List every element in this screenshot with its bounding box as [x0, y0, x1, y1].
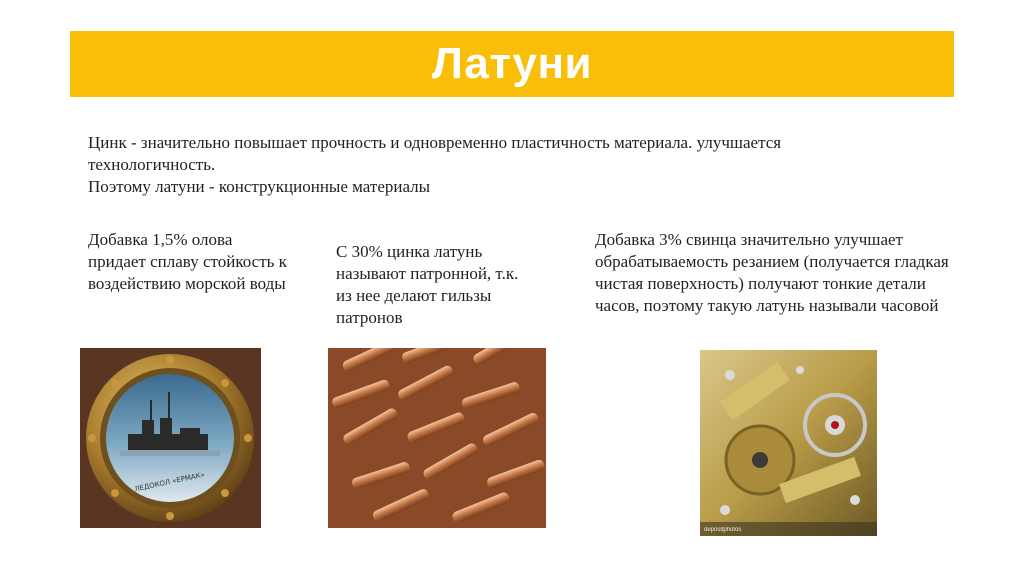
cartridge-brass-text: С 30% цинка латунь называют патронной, т.к. из нее делают гильзы патронов — [336, 242, 519, 327]
tin-additive-text: Добавка 1,5% олова придает сплаву стойкость к воздействию морской воды — [88, 230, 287, 293]
porthole-painting-photo — [80, 348, 261, 528]
watermark: depositphotos — [704, 527, 742, 533]
watch-mechanism-photo — [700, 350, 877, 536]
lead-additive-text: Добавка 3% свинца значительно улучшает обрабатываемость резанием (получается гладкая чистая поверхность) получают тонкие детали часов, поэтому такую латунь называли часовой — [595, 230, 949, 315]
title-bar — [70, 31, 954, 97]
intro-line-1: Цинк - значительно повышает прочность и одновременно пластичность материала. улучшается технологичность. — [88, 133, 782, 174]
intro-line-2: Поэтому латуни - конструкционные материалы — [88, 177, 431, 196]
brass-cartridges-photo — [328, 348, 546, 528]
intro-text — [88, 132, 908, 198]
slide-title: Латуни — [431, 39, 593, 88]
porthole-caption: ЛЕДОКОЛ «ЕРМАК» — [133, 470, 206, 494]
